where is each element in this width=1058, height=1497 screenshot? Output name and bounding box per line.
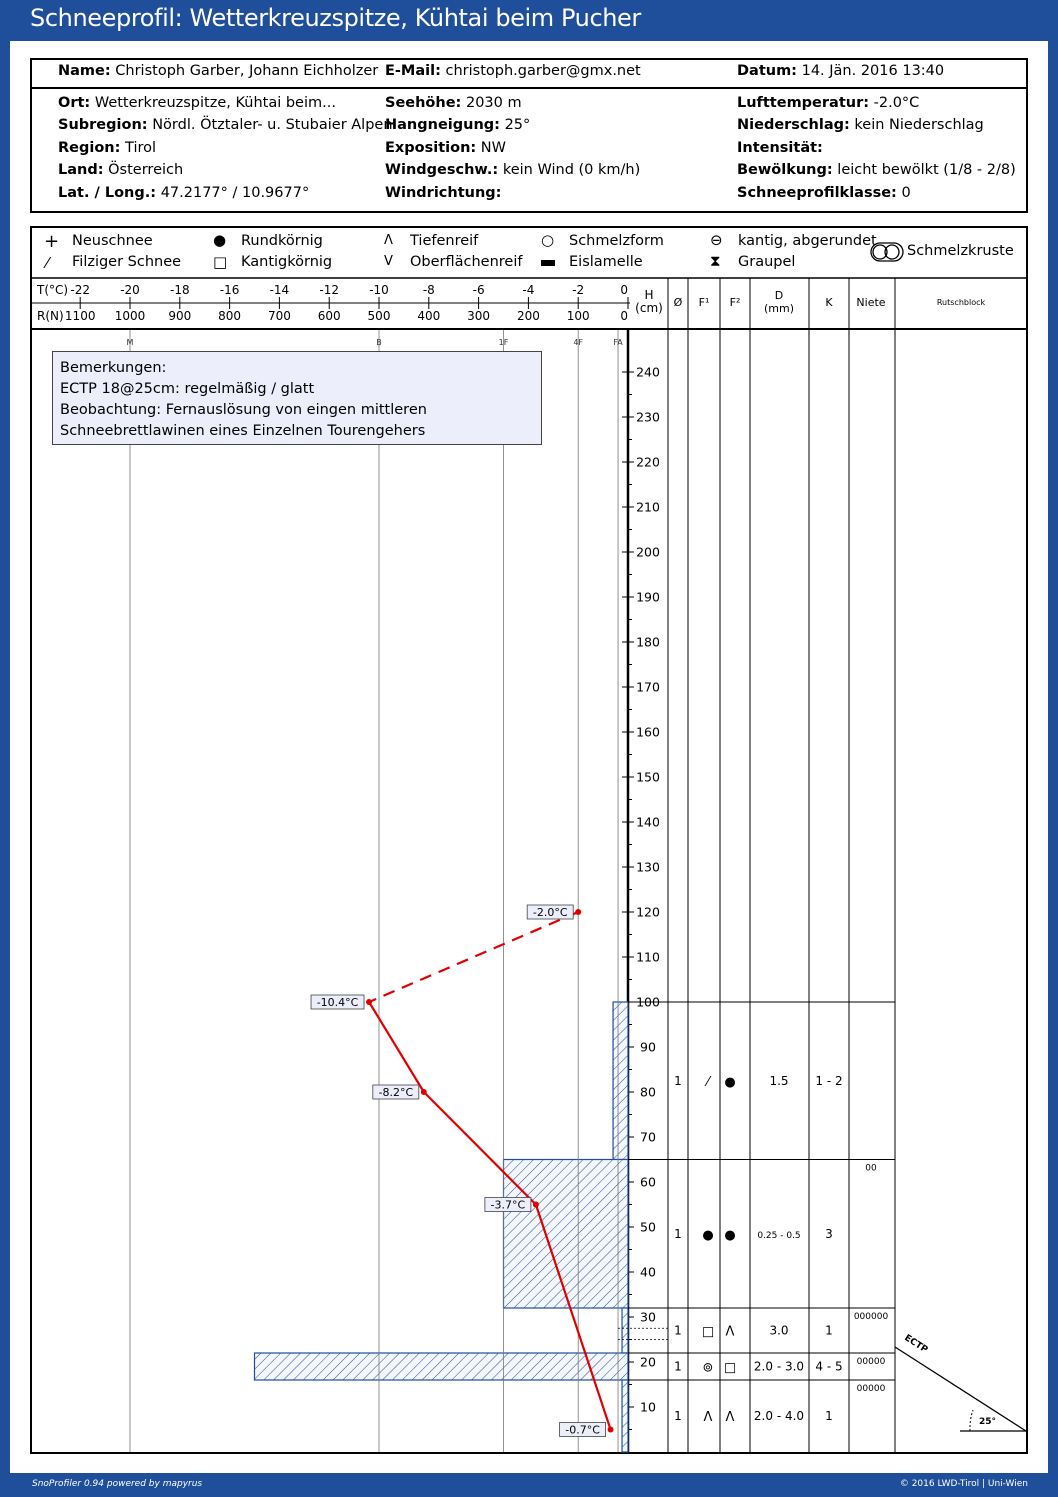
t-tick-label: -22 — [70, 283, 91, 297]
layer-niete: 00000 — [856, 1384, 886, 1394]
ectp-label: ECTP — [902, 1333, 930, 1356]
snow-layer — [613, 1002, 628, 1160]
legend-eislamelle: Eislamelle — [569, 254, 643, 270]
h-tick-label: 240 — [636, 364, 660, 380]
layer-grain-f2: ● — [724, 1227, 736, 1243]
h-tick-label: 200 — [636, 544, 660, 560]
snow-layer — [504, 1160, 629, 1309]
h-axis-label: H — [644, 288, 654, 302]
hardness-label: 1F — [498, 338, 509, 347]
legend-oberflaechenreif: Oberflächenreif — [410, 254, 523, 270]
h-tick-label: 10 — [640, 1399, 656, 1415]
column-header-dia: Ø — [673, 296, 683, 309]
h-tick-label: 40 — [640, 1264, 656, 1280]
h-tick-label: 30 — [640, 1309, 656, 1325]
layer-d: 1.5 — [769, 1073, 789, 1088]
t-tick-label: -6 — [472, 283, 485, 297]
page-title: Schneeprofil: Wetterkreuzspitze, Kühtai beim Pucher — [30, 4, 641, 32]
snow-layer — [622, 1308, 628, 1353]
layer-d: 3.0 — [769, 1323, 789, 1338]
column-header-d: D — [774, 289, 784, 302]
r-axis-label: R(N) — [37, 309, 64, 323]
h-tick-label: 180 — [636, 634, 660, 650]
temperature-label: -3.7°C — [490, 1198, 526, 1212]
graupel-icon: ⧗ — [710, 252, 721, 270]
layer-grain-f1: ⊚ — [702, 1360, 714, 1376]
exposition-field: Exposition: NW — [385, 140, 506, 156]
legend-kantig-abgerundet: kantig, abgerundet — [738, 233, 877, 249]
h-tick-label: 210 — [636, 499, 660, 515]
legend-schmelzform: Schmelzform — [569, 233, 664, 249]
temperature-point — [533, 1202, 539, 1208]
layer-k: 1 — [825, 1323, 833, 1338]
t-tick-label: 0 — [620, 283, 628, 297]
legend-kantigkoernig: Kantigkörnig — [241, 254, 333, 270]
land-field: Land: Österreich — [58, 162, 184, 178]
latlong-field: Lat. / Long.: 47.2177° / 10.9677° — [58, 185, 310, 201]
t-tick-label: -10 — [369, 283, 389, 297]
lufttemp-field: Lufttemperatur: -2.0°C — [737, 95, 920, 111]
seehoehe-field: Seehöhe: 2030 m — [385, 95, 522, 111]
h-tick-label: 60 — [640, 1174, 656, 1190]
temperature-segment — [369, 1002, 424, 1092]
t-tick-label: -8 — [422, 283, 435, 297]
h-tick-label: 190 — [636, 589, 660, 605]
r-tick-label: 400 — [417, 309, 441, 323]
temperature-segment — [369, 912, 578, 1002]
r-tick-label: 0 — [620, 309, 628, 323]
niederschlag-field: Niederschlag: kein Niederschlag — [737, 117, 984, 133]
hardness-label: B — [376, 338, 382, 347]
h-tick-label: 170 — [636, 679, 660, 695]
layer-grain-f1: □ — [701, 1324, 715, 1340]
filziger-schnee-icon: ⁄ — [46, 254, 49, 272]
h-axis-unit: (cm) — [635, 301, 663, 315]
layer-dia: 1 — [674, 1073, 682, 1088]
temperature-label: -8.2°C — [378, 1086, 414, 1099]
column-header-d-unit: (mm) — [763, 302, 795, 315]
r-tick-label: 100 — [566, 309, 590, 323]
remarks-line: ECTP 18@25cm: regelmäßig / glatt — [60, 381, 315, 397]
rundkoernig-icon: ● — [213, 231, 227, 249]
h-tick-label: 100 — [636, 994, 660, 1010]
t-axis-label: T(°C) — [37, 283, 69, 297]
layer-grain-f1: ● — [702, 1227, 714, 1243]
snow-layer — [255, 1353, 629, 1380]
remarks-box — [52, 351, 542, 445]
t-tick-label: -20 — [120, 283, 140, 297]
legend-graupel: Graupel — [738, 254, 796, 270]
intensitaet-field: Intensität: — [737, 140, 823, 156]
temperature-point — [366, 999, 372, 1005]
h-tick-label: 90 — [640, 1039, 656, 1055]
layer-grain-f2: Λ — [725, 1324, 735, 1340]
temperature-point — [575, 909, 581, 915]
h-tick-label: 70 — [640, 1129, 656, 1145]
layer-k: 3 — [825, 1226, 833, 1241]
layer-d: 2.0 - 4.0 — [753, 1409, 805, 1423]
hardness-label: FA — [613, 338, 623, 347]
h-tick-label: 140 — [636, 814, 660, 830]
column-header-f2: F² — [729, 296, 741, 309]
temperature-point — [608, 1427, 614, 1433]
t-tick-label: -14 — [269, 283, 290, 297]
h-tick-label: 120 — [636, 904, 660, 920]
bewoelkung-field: Bewölkung: leicht bewölkt (1/8 - 2/8) — [737, 162, 1016, 178]
layer-dia: 1 — [674, 1409, 682, 1423]
ectp-angle-arc — [970, 1410, 973, 1431]
t-tick-label: -12 — [319, 283, 340, 297]
h-tick-label: 110 — [636, 949, 660, 965]
temperature-label: -0.7°C — [565, 1423, 600, 1437]
windrichtung-field: Windrichtung: — [385, 185, 502, 201]
layer-niete: 00000 — [856, 1357, 886, 1367]
temperature-segment — [424, 1092, 536, 1205]
temperature-label: -10.4°C — [316, 996, 359, 1009]
temperature-point — [421, 1089, 427, 1095]
legend-rundkoernig: Rundkörnig — [241, 233, 323, 249]
layer-grain-f2: Λ — [725, 1410, 735, 1425]
remarks-title: Bemerkungen: — [60, 360, 167, 376]
h-tick-label: 130 — [636, 859, 660, 875]
r-tick-label: 800 — [218, 309, 242, 323]
r-tick-label: 700 — [267, 309, 291, 323]
neuschnee-icon: + — [44, 231, 60, 252]
column-header-niete: Niete — [856, 296, 886, 309]
region-field: Region: Tirol — [58, 140, 157, 156]
h-tick-label: 150 — [636, 769, 660, 785]
subregion-field: Subregion: Nördl. Ötztaler- u. Stubaier Alpen — [58, 117, 393, 133]
column-header-k: K — [825, 296, 833, 309]
tiefenreif-icon: Λ — [384, 233, 393, 248]
t-tick-label: -4 — [522, 283, 535, 297]
footer-right: © 2016 LWD-Tirol | Uni-Wien — [899, 1479, 1028, 1489]
h-tick-label: 160 — [636, 724, 660, 740]
ort-field: Ort: Wetterkreuzspitze, Kühtai beim... — [58, 95, 336, 111]
legend-tiefenreif: Tiefenreif — [410, 233, 479, 249]
hardness-label: M — [126, 338, 134, 347]
h-tick-label: 50 — [640, 1219, 656, 1235]
t-tick-label: -16 — [219, 283, 240, 297]
h-tick-label: 80 — [640, 1084, 656, 1100]
wind-field: Windgeschw.: kein Wind (0 km/h) — [385, 162, 641, 178]
temperature-label: -2.0°C — [532, 906, 568, 919]
legend-filziger: Filziger Schnee — [72, 254, 182, 270]
profilklasse-field: Schneeprofilklasse: 0 — [737, 185, 911, 201]
layer-grain-f1: ⁄ — [706, 1074, 710, 1090]
legend-schmelzkruste: Schmelzkruste — [907, 243, 1014, 259]
column-header-rutschblock: Rutschblock — [936, 298, 986, 307]
layer-k: 1 — [825, 1409, 833, 1423]
h-tick-label: 230 — [636, 409, 660, 425]
layer-k: 4 - 5 — [815, 1359, 843, 1374]
layer-grain-f1: Λ — [703, 1410, 713, 1425]
layer-niete: 000000 — [853, 1312, 889, 1322]
remarks-line: Schneebrettlawinen eines Einzelnen Tourengehers — [60, 423, 426, 439]
ectp-slope-line — [895, 1347, 1026, 1431]
date-field: Datum: 14. Jän. 2016 13:40 — [737, 63, 945, 79]
kantig-abgerundet-icon: ⊖ — [710, 231, 723, 249]
layer-k: 1 - 2 — [815, 1073, 843, 1088]
h-tick-label: 20 — [640, 1354, 656, 1370]
kantigkoernig-icon: □ — [213, 253, 228, 271]
remarks-line: Beobachtung: Fernauslösung von eingen mittleren — [60, 402, 427, 418]
r-tick-label: 900 — [168, 309, 192, 323]
r-tick-label: 200 — [516, 309, 540, 323]
layer-dia: 1 — [674, 1323, 682, 1338]
layer-d: 2.0 - 3.0 — [753, 1359, 805, 1374]
layer-dia: 1 — [674, 1359, 682, 1374]
email-field: E-Mail: christoph.garber@gmx.net — [385, 63, 641, 79]
hangneigung-field: Hangneigung: 25° — [385, 117, 531, 133]
ectp-angle: 25° — [979, 1417, 997, 1427]
layer-d: 0.25 - 0.5 — [757, 1230, 801, 1241]
h-tick-label: 220 — [636, 454, 660, 470]
layer-grain-f2: □ — [723, 1360, 737, 1376]
r-tick-label: 1100 — [64, 309, 96, 323]
hardness-label: 4F — [573, 338, 584, 347]
layer-grain-f2: ● — [724, 1074, 736, 1090]
r-tick-label: 600 — [317, 309, 341, 323]
r-tick-label: 1000 — [114, 309, 146, 323]
footer-left: SnoProfiler 0.94 powered by mapyrus — [32, 1479, 203, 1489]
name-field: Name: Christoph Garber, Johann Eichholzer — [58, 63, 379, 79]
layer-niete: 00 — [865, 1163, 877, 1174]
layer-dia: 1 — [674, 1226, 682, 1241]
schmelzform-icon: ○ — [541, 231, 555, 249]
snow-layer — [622, 1380, 628, 1452]
t-tick-label: -2 — [572, 283, 585, 297]
r-tick-label: 300 — [467, 309, 491, 323]
t-tick-label: -18 — [169, 283, 190, 297]
r-tick-label: 500 — [367, 309, 391, 323]
legend-neuschnee: Neuschnee — [72, 233, 153, 249]
oberflaechenreif-icon: V — [384, 254, 393, 269]
column-header-f1: F¹ — [698, 296, 710, 309]
